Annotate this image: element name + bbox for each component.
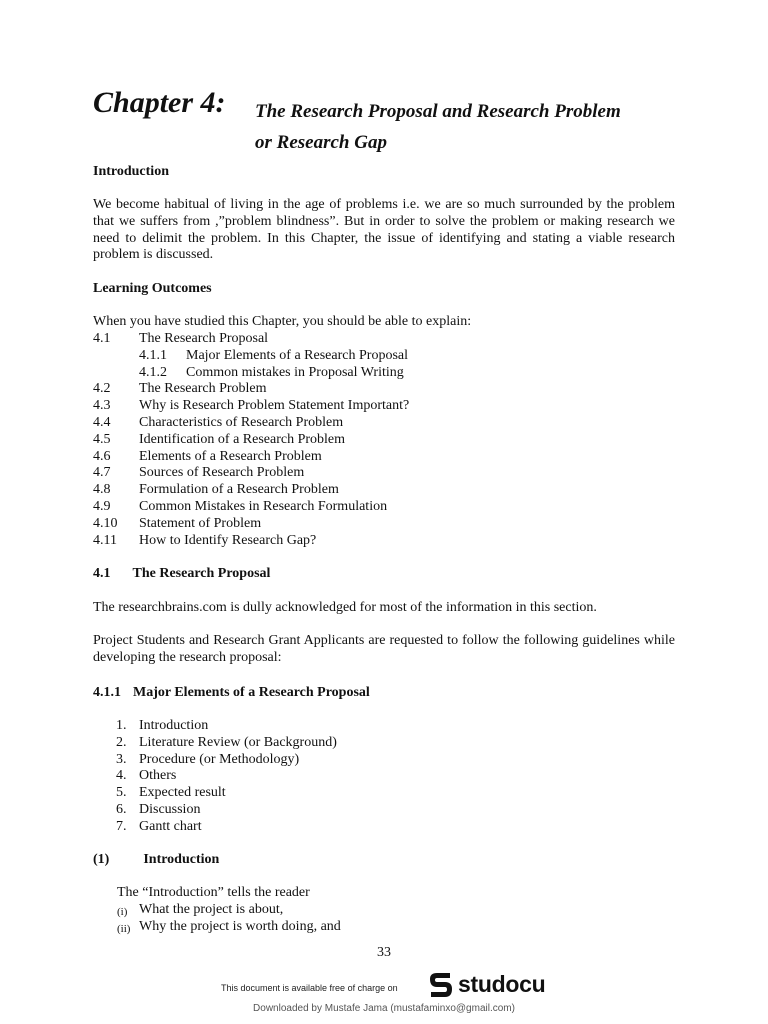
outcome-item xyxy=(93,331,693,348)
page-number: 33 xyxy=(377,945,391,960)
availability-note: This document is available free of charge on xyxy=(221,983,398,993)
outcome-item-number: 4.9 xyxy=(93,499,111,514)
outcome-item-text: Characteristics of Research Problem xyxy=(139,415,344,430)
chapter-title xyxy=(255,96,735,158)
outcome-item-number: 4.5 xyxy=(93,431,111,447)
outcome-item xyxy=(93,533,693,550)
proposal-element-item-text: Introduction xyxy=(139,718,209,733)
outcome-item-number: 4.7 xyxy=(93,465,111,481)
subsection-title: Introduction xyxy=(143,852,220,867)
outcome-item-number: 4.1.1 xyxy=(139,347,167,363)
studocu-logo[interactable] xyxy=(426,970,556,1002)
section-4-1-heading xyxy=(93,566,270,582)
outcome-item-text: The Research Problem xyxy=(139,381,267,397)
introduction-points-list xyxy=(93,902,593,938)
learning-outcomes-list xyxy=(93,331,693,551)
outcome-item xyxy=(93,449,693,466)
section-4-1-paragraph-1: The researchbrains.com is dully acknowledged for most of the information in this section. xyxy=(93,600,597,615)
outcome-item-number: 4.1.2 xyxy=(139,364,167,380)
subsection-number: (1) xyxy=(93,852,110,867)
proposal-element-item xyxy=(93,768,593,785)
outcome-item-number: 4.8 xyxy=(93,482,111,498)
outcome-item xyxy=(93,432,693,449)
outcome-item xyxy=(93,348,693,365)
chapter-title-line-1: The Research Proposal and Research Problem xyxy=(255,101,621,122)
outcome-item-number: 4.1 xyxy=(93,331,111,346)
download-note: Downloaded by Mustafe Jama (mustafaminxo@gmail.com) xyxy=(253,1003,515,1014)
proposal-element-item-number: 5. xyxy=(116,785,127,801)
outcome-item-text: The Research Proposal xyxy=(139,331,269,346)
outcome-item-number: 4.10 xyxy=(93,515,118,531)
proposal-element-item-number: 4. xyxy=(116,768,127,784)
proposal-element-item-number: 2. xyxy=(116,734,127,750)
outcome-item-number: 4.3 xyxy=(93,398,111,414)
section-title: The Research Proposal xyxy=(132,566,271,581)
outcome-item-text: Statement of Problem xyxy=(139,515,262,531)
section-4-1-1-heading xyxy=(93,685,370,701)
chapter-label: Chapter 4: xyxy=(93,86,226,119)
outcome-item xyxy=(93,499,693,516)
intro-heading: Introduction xyxy=(93,164,169,179)
outcome-item xyxy=(93,398,693,415)
outcome-item xyxy=(93,365,693,382)
introduction-point-item-number: (i) xyxy=(117,906,128,918)
introduction-point-item-text: Why the project is worth doing, and xyxy=(139,918,341,934)
proposal-element-item xyxy=(93,752,593,769)
proposal-element-item-text: Literature Review (or Background) xyxy=(139,734,337,750)
outcome-item-text: Elements of a Research Problem xyxy=(139,448,322,464)
section-4-1-paragraph-2: Project Students and Research Grant Applicants are requested to follow the following guidelines while developing the research proposal: xyxy=(93,633,675,665)
proposal-element-item xyxy=(93,718,593,735)
outcome-item xyxy=(93,516,693,533)
outcome-item xyxy=(93,381,693,398)
proposal-element-item-number: 3. xyxy=(116,751,127,767)
outcome-item-text: Major Elements of a Research Proposal xyxy=(186,347,408,363)
proposal-element-item xyxy=(93,735,593,752)
learning-outcomes-heading: Learning Outcomes xyxy=(93,281,212,296)
introduction-point-item xyxy=(93,919,593,936)
outcome-item-text: Common Mistakes in Research Formulation xyxy=(139,499,388,514)
outcome-item-number: 4.2 xyxy=(93,381,111,397)
outcome-item xyxy=(93,415,693,432)
proposal-element-item-text: Expected result xyxy=(139,785,226,801)
intro-paragraph: We become habitual of living in the age of problems i.e. we are so much surrounded by the problem that we suffers from ,”problem blindness”. But in order to solve the problem or making research we need to delimit the problem. In this Chapter, the issue of identifying and stating a viable research problem is discussed. xyxy=(93,197,675,263)
proposal-element-item xyxy=(93,802,593,819)
studocu-brand-text: studocu xyxy=(458,971,546,997)
subsection-1-heading xyxy=(93,852,219,868)
studocu-logo-icon xyxy=(426,970,456,1000)
outcome-item xyxy=(93,482,693,499)
outcome-item-number: 4.4 xyxy=(93,415,111,430)
proposal-element-item-number: 7. xyxy=(116,818,127,834)
proposal-element-item-number: 1. xyxy=(116,718,127,733)
proposal-element-item xyxy=(93,819,593,836)
outcome-item-text: Identification of a Research Problem xyxy=(139,431,346,447)
proposal-elements-list xyxy=(93,718,593,838)
outcome-item-number: 4.11 xyxy=(93,532,117,548)
subsection-1-lead: The “Introduction” tells the reader xyxy=(117,885,310,900)
introduction-point-item-number: (ii) xyxy=(117,922,131,935)
proposal-element-item xyxy=(93,785,593,802)
proposal-element-item-text: Gantt chart xyxy=(139,818,202,834)
learning-outcomes-lead: When you have studied this Chapter, you should be able to explain: xyxy=(93,314,472,329)
introduction-point-item xyxy=(93,902,593,919)
outcome-item-text: Common mistakes in Proposal Writing xyxy=(186,364,404,380)
proposal-element-item-text: Others xyxy=(139,768,177,784)
proposal-element-item-text: Discussion xyxy=(139,802,201,817)
outcome-item-number: 4.6 xyxy=(93,448,111,464)
outcome-item-text: Why is Research Problem Statement Important? xyxy=(139,398,410,414)
outcome-item-text: How to Identify Research Gap? xyxy=(139,532,317,548)
outcome-item-text: Formulation of a Research Problem xyxy=(139,482,339,498)
section-number: 4.1 xyxy=(93,566,111,581)
proposal-element-item-text: Procedure (or Methodology) xyxy=(139,751,300,767)
introduction-point-item-text: What the project is about, xyxy=(139,902,284,917)
outcome-item xyxy=(93,465,693,482)
proposal-element-item-number: 6. xyxy=(116,802,127,817)
outcome-item-text: Sources of Research Problem xyxy=(139,465,305,481)
section-number: 4.1.1 xyxy=(93,685,121,700)
chapter-title-line-2: or Research Gap xyxy=(255,132,387,153)
section-title: Major Elements of a Research Proposal xyxy=(133,685,370,700)
